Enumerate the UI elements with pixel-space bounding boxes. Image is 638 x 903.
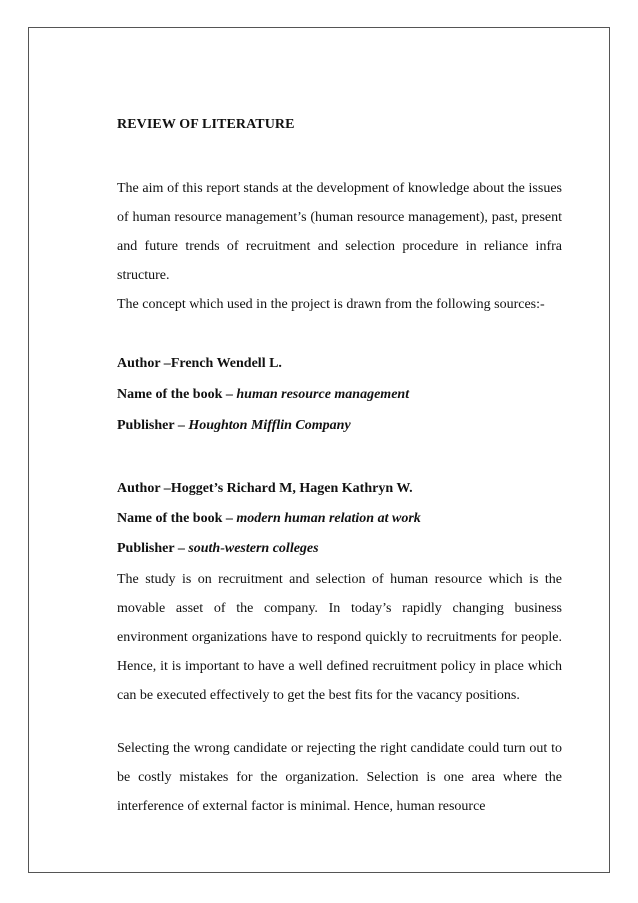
- source-1-publisher: Publisher – Houghton Mifflin Company: [117, 418, 351, 433]
- source-1-author: Author –French Wendell L.: [117, 356, 282, 371]
- intro-paragraph: The aim of this report stands at the development of knowledge about the issues of human resource management’s (human resource management), past, present and future trends of recruitment and selection procedure in reliance infra structure.: [117, 181, 562, 283]
- source-2-book: Name of the book – modern human relation at work: [117, 511, 421, 526]
- concept-paragraph: The concept which used in the project is drawn from the following sources:-: [117, 297, 545, 312]
- source-1-book: Name of the book – human resource management: [117, 387, 410, 402]
- source-2-publisher: Publisher – south-western colleges: [117, 541, 319, 556]
- section-heading: REVIEW OF LITERATURE: [117, 117, 295, 132]
- study-paragraph: The study is on recruitment and selection of human resource which is the movable asset of the company. In today’s rapidly changing business environment organizations have to respond quickly to recruitments for people. Hence, it is important to have a well defined recruitment policy in place which can be executed effectively to get the best fits for the vacancy positions.: [117, 572, 562, 703]
- source-2-author: Author –Hogget’s Richard M, Hagen Kathryn W.: [117, 481, 413, 496]
- selection-paragraph: Selecting the wrong candidate or rejecting the right candidate could turn out to be costly mistakes for the organization. Selection is one area where the interference of external factor is minimal. Hence, human resource: [117, 741, 562, 814]
